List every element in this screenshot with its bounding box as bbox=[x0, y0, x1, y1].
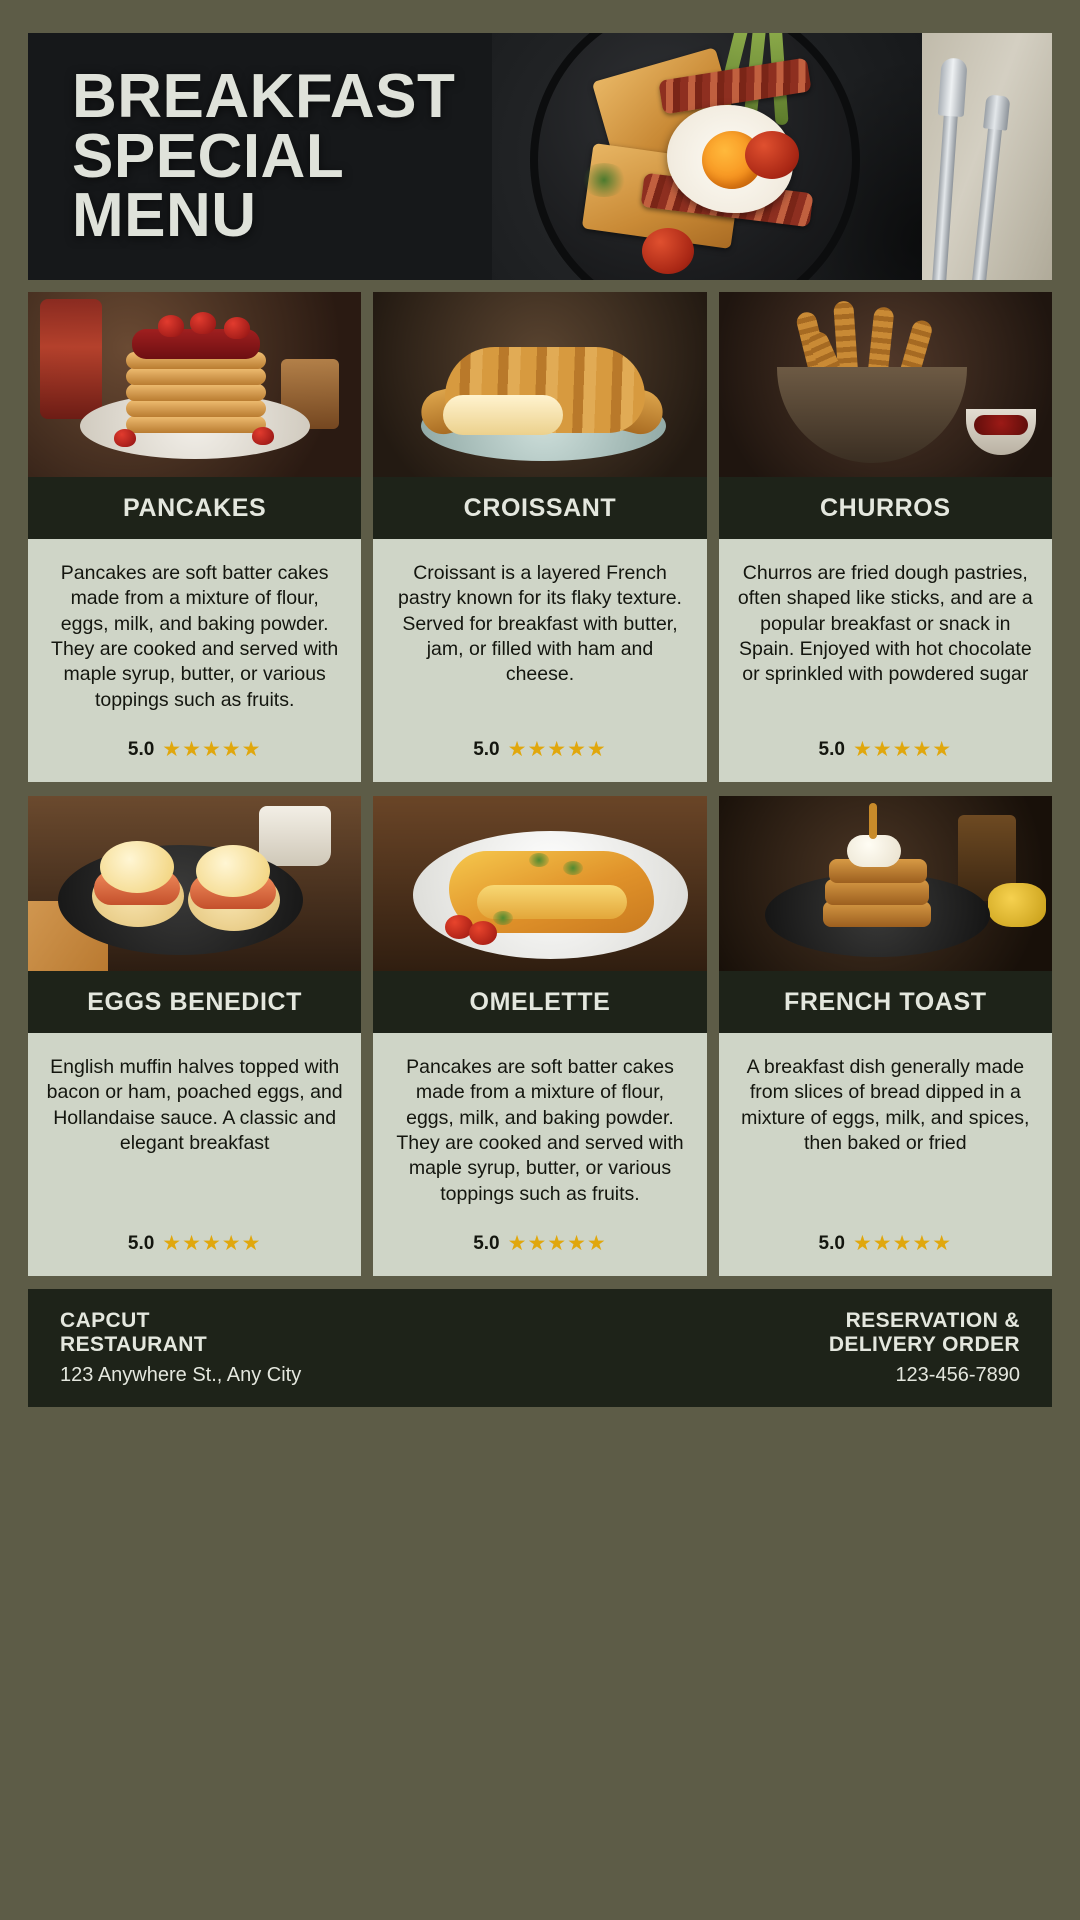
lemon-wedge bbox=[988, 883, 1046, 927]
pancake-layer bbox=[126, 416, 266, 433]
rating bbox=[391, 737, 688, 766]
menu-item-title: PANCAKES bbox=[28, 477, 361, 539]
star-icon: ★★★★★ bbox=[507, 1232, 607, 1256]
phone-number[interactable]: 123-456-7890 bbox=[895, 1364, 1020, 1387]
whipped-cream bbox=[847, 835, 901, 867]
parsley-garnish bbox=[580, 163, 628, 197]
omelette-photo bbox=[373, 796, 706, 971]
strawberry bbox=[252, 427, 274, 445]
star-icon: ★★★★★ bbox=[162, 1232, 262, 1256]
eggs-benedict-photo bbox=[28, 796, 361, 971]
restaurant-address: 123 Anywhere St., Any City bbox=[60, 1364, 302, 1387]
hero-breakfast-photo bbox=[492, 33, 1052, 280]
french-toast-photo bbox=[719, 796, 1052, 971]
pancake-layer bbox=[126, 384, 266, 401]
menu-grid-row-2 bbox=[28, 796, 1052, 1276]
menu-item-title: EGGS BENEDICT bbox=[28, 971, 361, 1033]
menu-item-title: CROISSANT bbox=[373, 477, 706, 539]
rating bbox=[737, 737, 1034, 766]
menu-item-body bbox=[719, 1033, 1052, 1276]
rating-score: 5.0 bbox=[818, 738, 845, 760]
menu-card-churros[interactable] bbox=[719, 292, 1052, 782]
churros-photo bbox=[719, 292, 1052, 477]
strawberry bbox=[158, 315, 184, 337]
rating-score: 5.0 bbox=[127, 1232, 155, 1254]
dipping-sauce-bowl bbox=[966, 409, 1036, 455]
menu-item-description: Pancakes are soft batter cakes made from a mixture of flour, eggs, milk, and baking powder. They are cooked and served with maple syrup, butter, or various toppings such as fruits. bbox=[396, 1056, 684, 1205]
menu-card-eggs-benedict[interactable] bbox=[28, 796, 361, 1276]
menu-item-description: Pancakes are soft batter cakes made from a mixture of flour, eggs, milk, and baking powder. They are cooked and served with maple syrup, butter, or various toppings such as fruits. bbox=[51, 562, 339, 711]
poached-egg bbox=[196, 845, 270, 897]
strawberry bbox=[190, 312, 216, 334]
restaurant-name-line-1: CAPCUT bbox=[60, 1308, 150, 1332]
menu-item-title: FRENCH TOAST bbox=[719, 971, 1052, 1033]
page-title-line-2: SPECIAL bbox=[72, 121, 345, 191]
tomato bbox=[745, 131, 799, 179]
rating-score: 5.0 bbox=[473, 1232, 500, 1254]
restaurant-name-line-2: RESTAURANT bbox=[60, 1333, 208, 1357]
poached-egg bbox=[100, 841, 174, 893]
cream-filling bbox=[443, 395, 563, 435]
menu-card-croissant[interactable] bbox=[373, 292, 706, 782]
menu-card-omelette[interactable] bbox=[373, 796, 706, 1276]
order-heading-line-1: RESERVATION & bbox=[845, 1308, 1020, 1332]
rating-score: 5.0 bbox=[818, 1232, 845, 1254]
menu-item-title: OMELETTE bbox=[373, 971, 706, 1033]
ramekin bbox=[259, 806, 331, 866]
page-title bbox=[72, 62, 456, 251]
rating bbox=[737, 1231, 1034, 1260]
tomato bbox=[642, 228, 694, 274]
bowl-shape bbox=[777, 367, 967, 463]
order-heading-line-2: DELIVERY ORDER bbox=[828, 1333, 1020, 1357]
footer bbox=[28, 1289, 1052, 1407]
menu-card-pancakes[interactable] bbox=[28, 292, 361, 782]
star-icon: ★★★★★ bbox=[852, 1232, 953, 1256]
page-title-line-3: MENU bbox=[72, 181, 257, 251]
menu-item-body bbox=[373, 1033, 706, 1276]
rating-score: 5.0 bbox=[127, 738, 155, 760]
rating bbox=[46, 737, 343, 766]
page-title-line-1: BREAKFAST bbox=[72, 62, 456, 131]
menu-item-description: Croissant is a layered French pastry known for its flaky texture. Served for breakfast with butter, jam, or filled with ham and cheese. bbox=[398, 562, 682, 686]
menu-item-body bbox=[719, 539, 1052, 782]
footer-order-info bbox=[829, 1309, 1020, 1387]
star-icon: ★★★★★ bbox=[162, 738, 262, 762]
rating bbox=[391, 1231, 688, 1260]
menu-item-body bbox=[28, 1033, 361, 1276]
pancake-layer bbox=[126, 368, 266, 385]
pancakes-photo bbox=[28, 292, 361, 477]
rating-score: 5.0 bbox=[473, 738, 500, 760]
syrup-jar bbox=[40, 299, 102, 419]
menu-item-description: Churros are fried dough pastries, often shaped like sticks, and are a popular breakfast or snack in Spain. Enjoyed with hot chocolate or sprinkled with powdered sugar bbox=[737, 562, 1033, 686]
pancake-layer bbox=[126, 400, 266, 417]
star-icon: ★★★★★ bbox=[507, 738, 607, 762]
footer-restaurant-info bbox=[60, 1309, 301, 1387]
menu-item-body bbox=[373, 539, 706, 782]
croissant-photo bbox=[373, 292, 706, 477]
menu-grid-row-1 bbox=[28, 292, 1052, 782]
menu-item-description: A breakfast dish generally made from slices of bread dipped in a mixture of eggs, milk, and spices, then baked or fried bbox=[741, 1056, 1030, 1155]
strawberry bbox=[224, 317, 250, 339]
menu-item-body bbox=[28, 539, 361, 782]
star-icon: ★★★★★ bbox=[852, 738, 953, 762]
menu-item-title: CHURROS bbox=[719, 477, 1052, 539]
strawberry bbox=[114, 429, 136, 447]
menu-item-description: English muffin halves topped with bacon or ham, poached eggs, and Hollandaise sauce. A classic and elegant breakfast bbox=[46, 1056, 343, 1155]
hero-banner bbox=[28, 33, 1052, 280]
syrup-drizzle bbox=[869, 803, 877, 839]
rating bbox=[46, 1231, 343, 1260]
menu-card-french-toast[interactable] bbox=[719, 796, 1052, 1276]
